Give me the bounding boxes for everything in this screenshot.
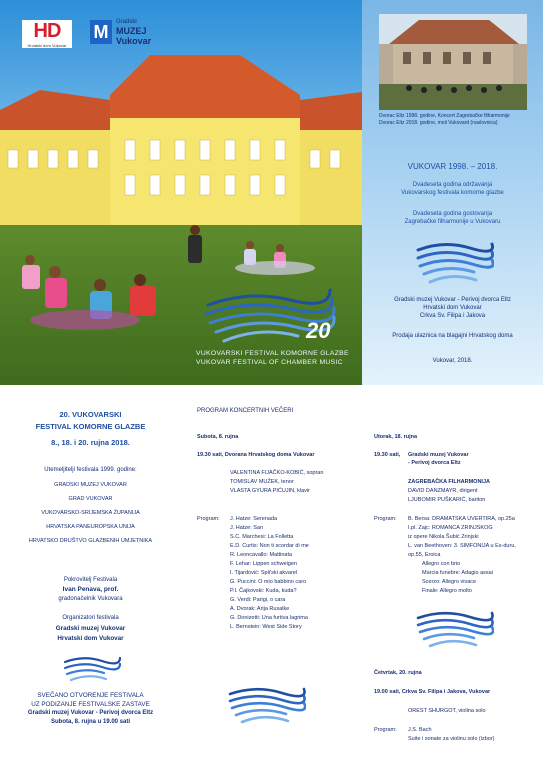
patron-title: Pokrovitelj Festivala: [63, 577, 118, 583]
performer-3: VLASTA GYURA PIĆUJIN, klavir: [230, 488, 310, 494]
venue-2: Hrvatski dom Vukovar: [423, 305, 482, 311]
concert-2-venue-a: Gradski muzej Vukovar: [408, 452, 469, 458]
concert-1-time-venue: 19.30 sati, Dvorana Hrvatskog doma Vukovar: [197, 452, 315, 458]
anniversary-line-1: Dvadeseta godina održavanja: [412, 182, 493, 188]
program-label: Program:: [197, 516, 220, 522]
concert-2-date: Utorak, 18. rujna: [374, 434, 418, 440]
program-item: B. Bersa: DRAMATSKA UVERTIRA, op.25a: [408, 516, 515, 522]
program-item: S.C. Marchesi: La Folletta: [230, 534, 294, 540]
program-item: G. Donizetti: Una furtiva lagrima: [230, 615, 308, 621]
program-item: R. Leoncavallo: Mattinata: [230, 552, 293, 558]
program-item: Suite i sonate za violinu solo (izbor): [408, 736, 495, 742]
side-panel: [362, 0, 543, 385]
patron-name: Ivan Penava, prof.: [62, 586, 119, 593]
violinist: OREST SHURGOT, violina solo: [408, 708, 486, 714]
program-item: P.I. Čajkovski: Kuda, kuda?: [230, 588, 297, 594]
program-item: Marcia funebre: Adagio assai: [422, 570, 493, 576]
tickets-info: Prodaja ulaznica na blagajni Hrvatskog doma: [392, 333, 513, 339]
wave-emblem-icon: [414, 238, 494, 286]
wave-emblem-icon: [62, 654, 122, 684]
hd-logo-caption: Hrvatski dom Vukovar: [22, 43, 72, 48]
muzej-logo-city: Vukovar: [116, 36, 152, 46]
program-item: F. Lehar: Lippen schweigen: [230, 561, 297, 567]
concert-2-time: 19.30 sati,: [374, 452, 401, 458]
venue-1: Gradski muzej Vukovar - Perivoj dvorca Eltz: [394, 297, 511, 303]
conductor: DAVID DANZMAYR, dirigent: [408, 488, 478, 494]
middle-column: [181, 400, 362, 768]
opening-line-1: SVEČANO OTVORENJE FESTIVALA: [37, 692, 144, 699]
program-item: E.D. Curtis: Non ti scordar di me: [230, 543, 309, 549]
concert-2-venue-b: - Perivoj dvorca Eltz: [408, 460, 461, 466]
opening-line-3: Gradski muzej Vukovar - Perivoj dvorca Eltz: [27, 710, 154, 716]
cover-festival-en: VUKOVAR FESTIVAL OF CHAMBER MUSIC: [196, 359, 343, 366]
founder-5: HRVATSKO DRUŠTVO GLAZBENIH UMJETNIKA: [28, 538, 153, 544]
left-column: [0, 400, 181, 768]
program-item: J. Hatze: San: [230, 525, 264, 531]
performer-1: VALENTINA FIJAČKO-KOBIĆ, sopran: [230, 470, 324, 476]
venue-3: Crkva Sv. Filipa i Jakova: [419, 313, 486, 319]
anniversary-line-2: Vukovarskog festivala komorne glazbe: [401, 190, 504, 196]
opening-line-2: UZ PODIZANJE FESTIVALSKE ZASTAVE: [31, 701, 150, 708]
program-item: A. Dvorak: Arija Rusalke: [230, 606, 290, 612]
program-item: iz opere Nikola Šubić Zrinjski: [408, 534, 479, 540]
photo-caption-1: Dvorac Eltz 1998. godine, Koncert Zagrebačke filharmonije: [379, 113, 510, 119]
orchestra: ZAGREBAČKA FILHARMONIJA: [408, 479, 490, 485]
program-label: Program:: [374, 727, 397, 733]
program-item: J. Hatze: Serenada: [230, 516, 278, 522]
side-footer: Vukovar, 2018.: [432, 358, 473, 364]
program-item: L. van Beethoven: 3. SIMFONIJA u Es-duru,: [408, 543, 516, 549]
program-label: Program:: [374, 516, 397, 522]
muzej-logo-small: Gradski: [116, 19, 137, 25]
concert-1-date: Subota, 8. rujna: [197, 434, 239, 440]
program-item: G. Puccini: O mio babbino caro: [230, 579, 307, 585]
photo-caption-2: Dvorac Eltz 2018. godine, moli Vukovard (naslovnica): [379, 120, 498, 126]
program-title: PROGRAM KONCERTNIH VEČERI: [197, 408, 294, 414]
cover-festival-hr: VUKOVARSKI FESTIVAL KOMORNE GLAZBE: [196, 350, 349, 357]
concert-3-time-venue: 19.00 sati, Crkva Sv. Filipa i Jakova, Vukovar: [374, 689, 491, 695]
program-item: Finale: Allegro molto: [422, 588, 472, 594]
anniversary-line-3: Dvadeseta godina gostovanja: [412, 211, 493, 217]
program-item: L. Bernstein: West Side Story: [230, 624, 302, 630]
muzej-logo: [90, 18, 160, 50]
founder-1: GRADSKI MUZEJ VUKOVAR: [54, 482, 127, 488]
festival-dates: 8., 18. i 20. rujna 2018.: [51, 438, 130, 447]
concert-3-date: Četvrtak, 20. rujna: [374, 670, 422, 676]
right-column: [362, 400, 543, 768]
performer-2: TOMISLAV MUŽEK, tenor: [230, 479, 294, 485]
hd-logo: [22, 20, 72, 48]
years-title: VUKOVAR 1998. – 2018.: [407, 162, 498, 171]
muzej-logo-big: MUZEJ: [116, 26, 147, 36]
opening-line-4: Subota, 8. rujna u 19.00 sati: [50, 719, 131, 725]
program-item: G. Verdi: Parigi, o cara: [230, 597, 286, 603]
founder-4: HRVATSKA PANEUROPSKA UNIJA: [46, 524, 135, 530]
founder-2: GRAD VUKOVAR: [68, 496, 113, 502]
concert-1998-photo: [379, 14, 527, 110]
founder-3: VUKOVARSKO-SRIJEMSKA ŽUPANIJA: [41, 510, 140, 516]
program-item: J.S. Bach: [408, 727, 432, 733]
festival-title-2: FESTIVAL KOMORNE GLAZBE: [35, 422, 146, 431]
founders-title: Utemeljitelji festivala 1999. godine:: [44, 467, 137, 473]
organizer-1: Gradski muzej Vukovar: [55, 625, 126, 632]
cover-photo: [0, 0, 362, 385]
patron-role: gradonačelnik Vukovara: [58, 596, 123, 602]
wave-emblem-icon: [226, 684, 306, 724]
program-item: I. Tijardović: Spli'ski akvarel: [230, 570, 298, 576]
muzej-logo-mark: M: [90, 20, 112, 44]
organizer-2: Hrvatski dom Vukovar: [57, 635, 124, 642]
program-item: I.pl. Zajc: ROMANCA ZRINJSKOG: [408, 525, 493, 531]
wave-emblem-icon: [414, 608, 494, 648]
program-item: op.55, Eroica: [408, 552, 441, 558]
program-item: Allegro con brio: [422, 561, 461, 567]
organizers-title: Organizatori festivala: [62, 615, 119, 621]
program-item: Scerzo: Allegro vivace: [422, 579, 477, 585]
baritone: LJUBOMIR PUŠKARIĆ, bariton: [408, 497, 486, 503]
anniversary-line-4: Zagrebačke filharmonije u Vukovaru: [404, 219, 501, 225]
cover-number: 20: [306, 318, 331, 343]
hd-logo-mark: HD: [22, 20, 72, 43]
festival-title-1: 20. VUKOVARSKI: [59, 410, 122, 419]
